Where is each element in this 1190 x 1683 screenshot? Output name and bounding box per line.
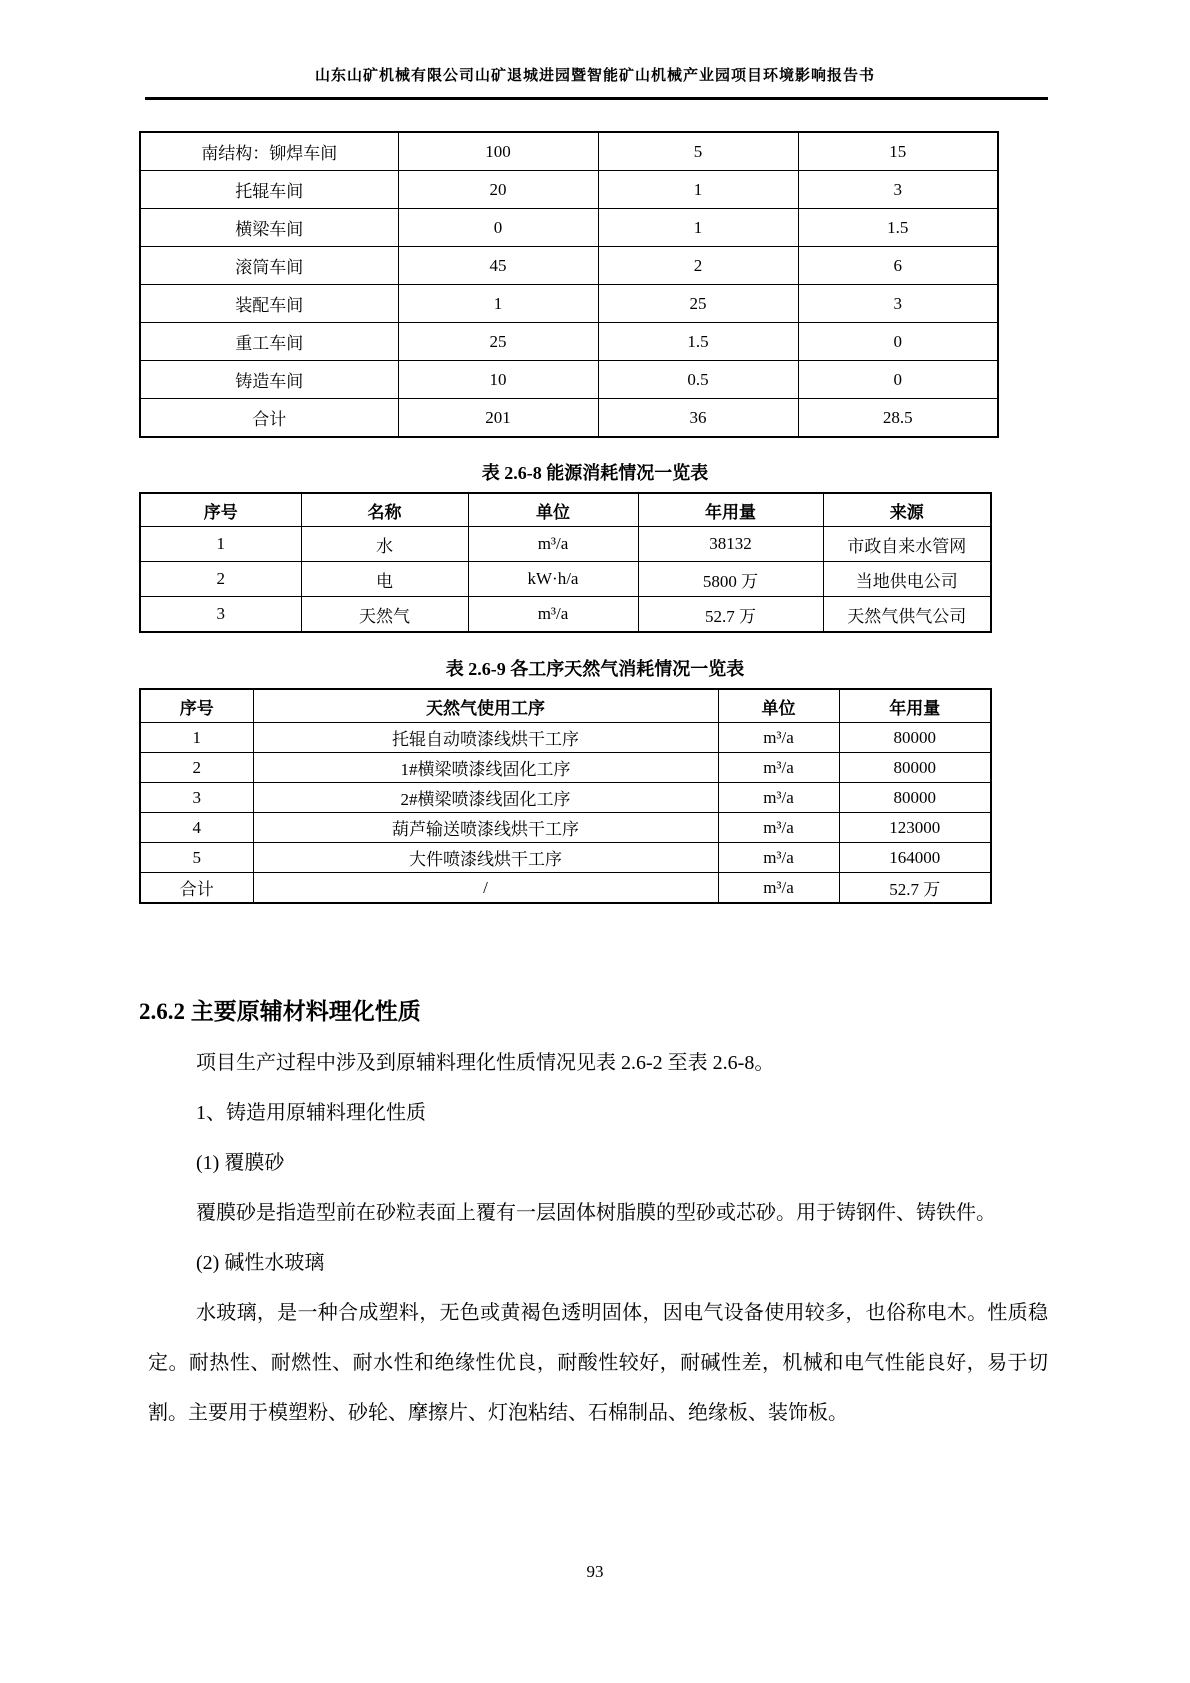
- table-row: [140, 399, 998, 438]
- table-cell: 36: [598, 399, 798, 438]
- table-row: [140, 247, 998, 285]
- table-cell: 25: [598, 285, 798, 323]
- table-header-row: [140, 689, 991, 723]
- table-cell: 201: [398, 399, 598, 438]
- paragraph: 水玻璃，是一种合成塑料，无色或黄褐色透明固体，因电气设备使用较多，也俗称电木。性质稳定。耐热性、耐燃性、耐水性和绝缘性优良，耐酸性较好，耐碱性差，机械和电气性能良好，易于切割。主要用于模塑粉、砂轮、摩擦片、灯泡粘结、石棉制品、绝缘板、装饰板。: [148, 1302, 1048, 1424]
- paragraph: 覆膜砂是指造型前在砂粒表面上覆有一层固体树脂膜的型砂或芯砂。用于铸钢件、铸铁件。: [196, 1202, 996, 1224]
- table-cell: 5800 万: [638, 562, 823, 597]
- paragraph: 1、铸造用原辅料理化性质: [196, 1102, 426, 1124]
- table-cell: m³/a: [718, 753, 839, 783]
- table-cell: 0: [798, 361, 998, 399]
- table-cell: m³/a: [718, 723, 839, 753]
- table-row: [140, 323, 998, 361]
- table-row: [140, 783, 991, 813]
- table-cell: m³/a: [468, 527, 638, 562]
- table-row: [140, 285, 998, 323]
- table-cell: 滚筒车间: [140, 247, 398, 285]
- table-cell: 1: [140, 527, 301, 562]
- table-cell: m³/a: [718, 873, 839, 904]
- table-cell: 南结构：铆焊车间: [140, 132, 398, 171]
- table-cell: 1: [598, 209, 798, 247]
- table-cell: 合计: [140, 873, 253, 904]
- table-cell: 装配车间: [140, 285, 398, 323]
- table-cell: 重工车间: [140, 323, 398, 361]
- table-cell: 天然气: [301, 597, 468, 633]
- table-cell: 2: [140, 753, 253, 783]
- page-number: 93: [586, 1562, 604, 1581]
- table-cell: 0.5: [598, 361, 798, 399]
- table-cell: 3: [798, 285, 998, 323]
- gas-consumption-table: [139, 688, 992, 904]
- table-cell: 水: [301, 527, 468, 562]
- table-cell: 80000: [839, 753, 991, 783]
- table-row: [140, 843, 991, 873]
- table-row: [140, 753, 991, 783]
- table-row: [140, 813, 991, 843]
- table-cell: 1: [398, 285, 598, 323]
- table-row: [140, 562, 991, 597]
- table-cell: 2: [598, 247, 798, 285]
- header-divider: [145, 97, 1048, 100]
- table-row: [140, 527, 991, 562]
- table-cell: 15: [798, 132, 998, 171]
- table-header-cell: 天然气使用工序: [253, 689, 718, 723]
- workshop-emissions-table: [139, 131, 999, 438]
- table-row: [140, 132, 998, 171]
- table-cell: m³/a: [468, 597, 638, 633]
- table-cell: 80000: [839, 723, 991, 753]
- paragraph: 项目生产过程中涉及到原辅料理化性质情况见表 2.6-2 至表 2.6-8。: [196, 1052, 775, 1074]
- table-row: [140, 209, 998, 247]
- energy-table-title: 表 2.6-8 能源消耗情况一览表: [481, 463, 709, 483]
- table-cell: 1#横梁喷漆线固化工序: [253, 753, 718, 783]
- table-cell: /: [253, 873, 718, 904]
- table-header-cell: 年用量: [839, 689, 991, 723]
- gas-table-title: 表 2.6-9 各工序天然气消耗情况一览表: [445, 659, 745, 679]
- table-cell: 1.5: [598, 323, 798, 361]
- table-header-cell: 序号: [140, 689, 253, 723]
- table-cell: 45: [398, 247, 598, 285]
- table-cell: 2#横梁喷漆线固化工序: [253, 783, 718, 813]
- table-cell: 52.7 万: [839, 873, 991, 904]
- paragraph: (2) 碱性水玻璃: [196, 1252, 325, 1274]
- table-cell: 5: [598, 132, 798, 171]
- table-cell: 52.7 万: [638, 597, 823, 633]
- table-cell: 123000: [839, 813, 991, 843]
- table-cell: 2: [140, 562, 301, 597]
- table-cell: 市政自来水管网: [823, 527, 991, 562]
- table-cell: 1: [598, 171, 798, 209]
- table-header-cell: 来源: [823, 493, 991, 527]
- table-cell: 铸造车间: [140, 361, 398, 399]
- table-cell: 80000: [839, 783, 991, 813]
- table-row: [140, 171, 998, 209]
- table-header-cell: 单位: [468, 493, 638, 527]
- document-header-title: 山东山矿机械有限公司山矿退城进园暨智能矿山机械产业园项目环境影响报告书: [314, 68, 875, 84]
- table-cell: 4: [140, 813, 253, 843]
- body-text: [148, 1038, 1048, 1438]
- table-cell: 0: [398, 209, 598, 247]
- table-cell: 3: [798, 171, 998, 209]
- section-heading: 2.6.2 主要原辅材料理化性质: [139, 999, 421, 1024]
- table-cell: 28.5: [798, 399, 998, 438]
- table-cell: 10: [398, 361, 598, 399]
- table-cell: 合计: [140, 399, 398, 438]
- table-cell: 25: [398, 323, 598, 361]
- table-row: [140, 723, 991, 753]
- table-header-cell: 名称: [301, 493, 468, 527]
- table-cell: 0: [798, 323, 998, 361]
- table-header-row: [140, 493, 991, 527]
- table-cell: 3: [140, 783, 253, 813]
- table-cell: 38132: [638, 527, 823, 562]
- table-cell: 电: [301, 562, 468, 597]
- table-cell: m³/a: [718, 843, 839, 873]
- table-cell: 6: [798, 247, 998, 285]
- table-cell: 大件喷漆线烘干工序: [253, 843, 718, 873]
- table-row: [140, 597, 991, 633]
- table-header-cell: 年用量: [638, 493, 823, 527]
- table-cell: kW·h/a: [468, 562, 638, 597]
- table-cell: 100: [398, 132, 598, 171]
- table-cell: 天然气供气公司: [823, 597, 991, 633]
- table-cell: 3: [140, 597, 301, 633]
- table-cell: m³/a: [718, 783, 839, 813]
- table-cell: 1: [140, 723, 253, 753]
- table-cell: 5: [140, 843, 253, 873]
- table-cell: 164000: [839, 843, 991, 873]
- table-row: [140, 361, 998, 399]
- table-header-cell: 序号: [140, 493, 301, 527]
- table-cell: 托辊车间: [140, 171, 398, 209]
- table-cell: 20: [398, 171, 598, 209]
- table-header-cell: 单位: [718, 689, 839, 723]
- table-cell: 当地供电公司: [823, 562, 991, 597]
- paragraph: (1) 覆膜砂: [196, 1152, 285, 1174]
- table-cell: m³/a: [718, 813, 839, 843]
- table-cell: 葫芦输送喷漆线烘干工序: [253, 813, 718, 843]
- table-cell: 横梁车间: [140, 209, 398, 247]
- table-cell: 托辊自动喷漆线烘干工序: [253, 723, 718, 753]
- table-cell: 1.5: [798, 209, 998, 247]
- energy-consumption-table: [139, 492, 992, 633]
- table-row: [140, 873, 991, 904]
